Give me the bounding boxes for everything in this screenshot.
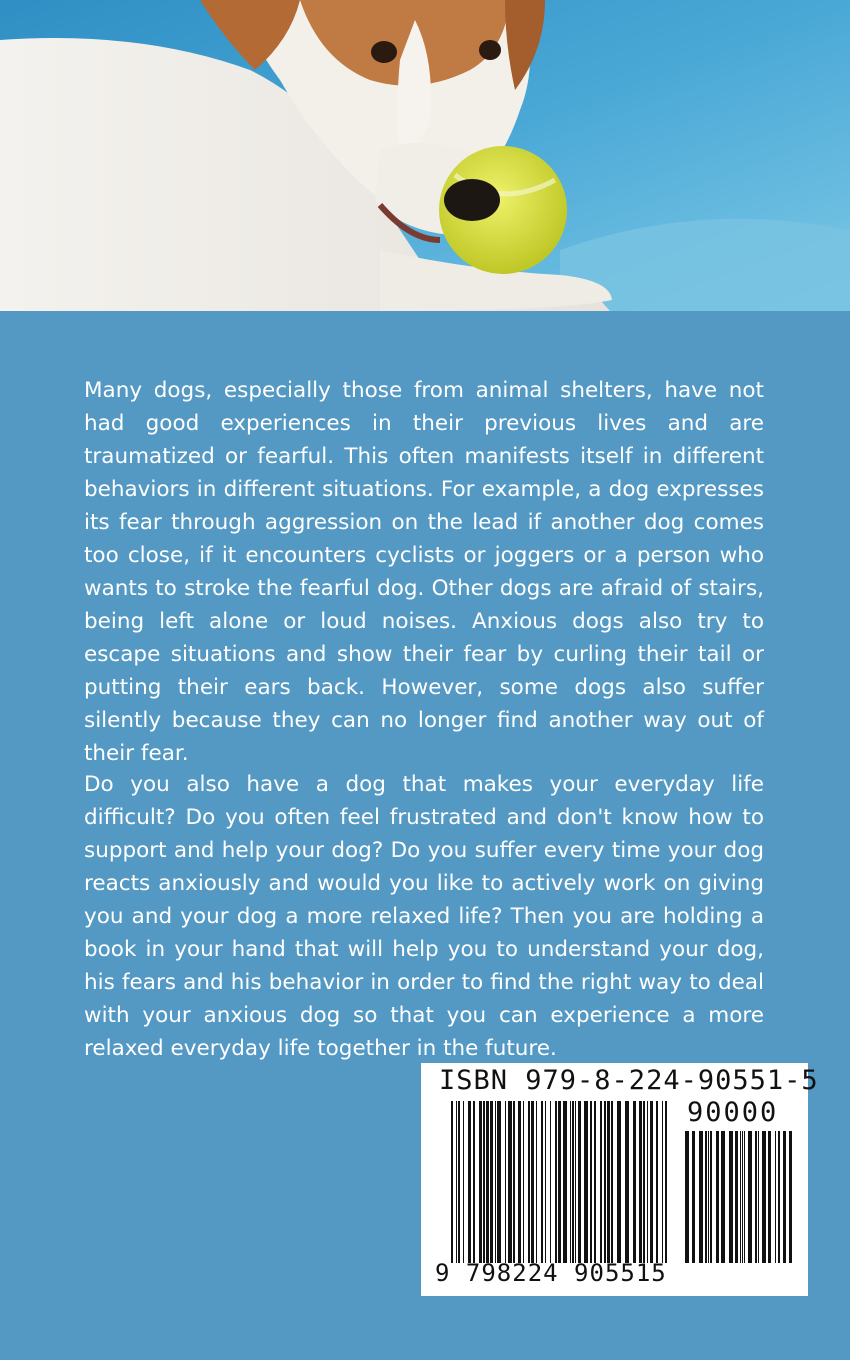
dog-photo (0, 0, 850, 311)
blurb-paragraph-1: Many dogs, especially those from animal shelters, have not had good experiences in their previous lives and are traumatized or fearful. This often manifests itself in different behaviors in different situations. For example, a dog expresses its fear through aggression on the lead if another dog comes too close, if it encounters cyclists or joggers or a person who wants to stroke the fearful dog. Other dogs are afraid of stairs, being left alone or loud noises. Anxious dogs also try to escape situations and show their fear by curling their tail or putting their ears back. However, some dogs also suffer silently because they can no longer find another way out of their fear. (84, 378, 764, 766)
isbn-barcode (421, 1063, 819, 1296)
isbn-label: ISBN 979-8-224-90551-5 (439, 1065, 819, 1096)
blurb-paragraph-2: Do you also have a dog that makes your everyday life difficult? Do you often feel frustrated and don't know how to support and help your dog? Do you suffer every time your dog reacts anxiously and would you like to actively work on giving you and your dog a more relaxed life? Then you are holding a book in your hand that will help you to understand your dog, his fears and his behavior in order to find the right way to deal with your anxious dog so that you can experience a more relaxed everyday life together in the future. (84, 772, 764, 1061)
price-code: 90000 (687, 1097, 779, 1128)
barcode-addon-bars (685, 1131, 792, 1263)
barcode-bars (451, 1101, 667, 1263)
barcode-digits: 9 798224 905515 (435, 1259, 667, 1287)
